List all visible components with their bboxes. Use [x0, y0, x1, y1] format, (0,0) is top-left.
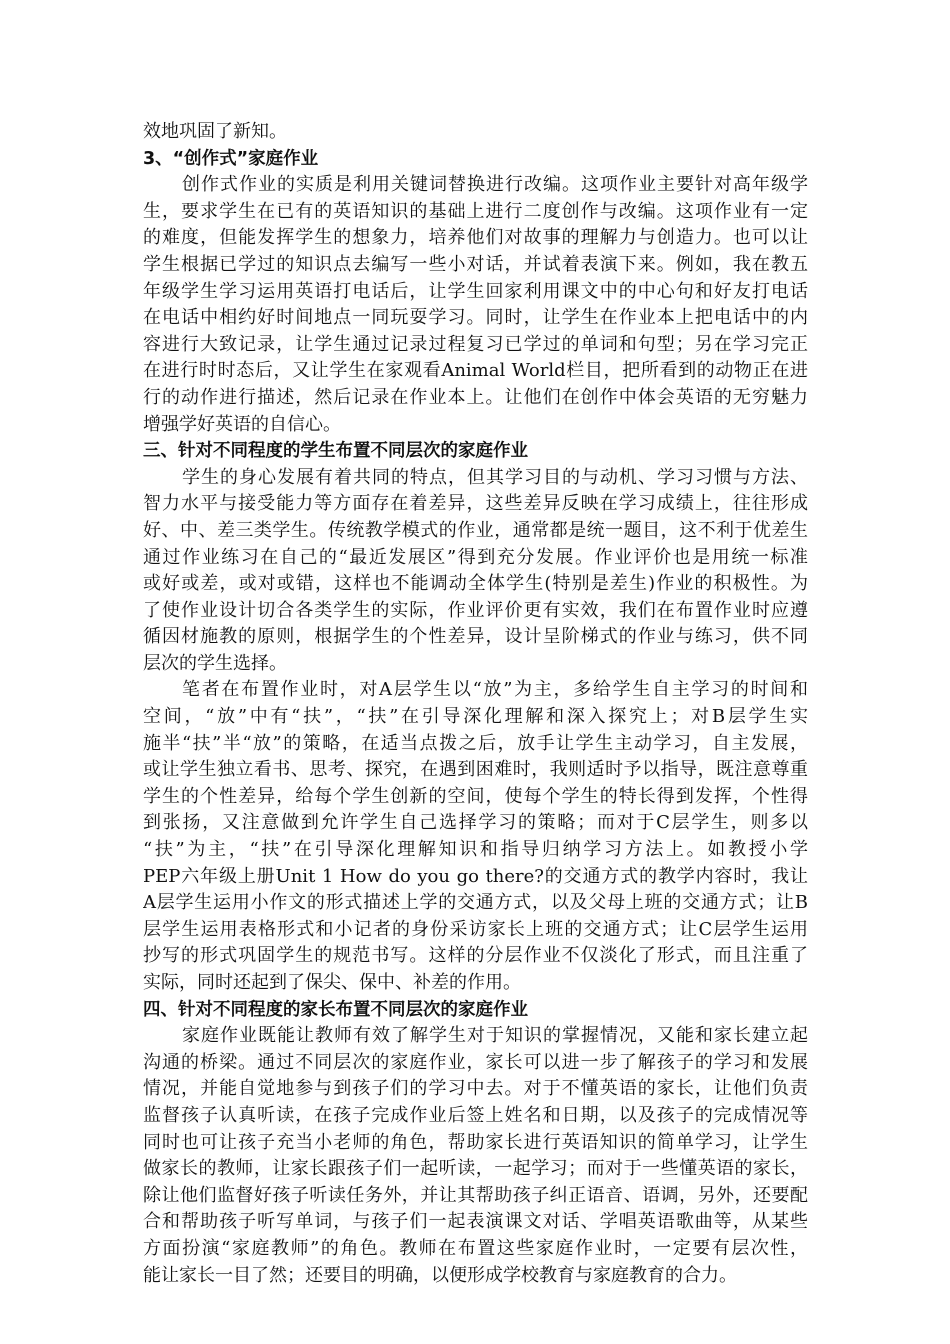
text-line: 循因材施教的原则，根据学生的个性差异，设计呈阶梯式的作业与练习，供不同 — [143, 626, 808, 648]
paragraph-parent-tiers — [143, 1023, 808, 1289]
text-line: 创作式作业的实质是利用关键词替换进行改编。这项作业主要针对高年级学 — [182, 174, 808, 196]
paragraph-intro-tail — [143, 119, 808, 146]
text-line: 施半“扶”半“放”的策略，在适当点拨之后，放手让学生主动学习，自主发展， — [143, 732, 808, 754]
text-line: 好、中、差三类学生。传统教学模式的作业，通常都是统一题目，这不利于优差生 — [143, 519, 808, 541]
text-line: 到张扬，又注意做到允许学生自己选择学习的策略；而对于C层学生，则多以 — [143, 812, 808, 834]
text-line: 行的动作进行描述，然后记录在作业本上。让他们在创作中体会英语的无穷魅力 — [143, 386, 808, 408]
text-line: 方面扮演“家庭教师”的角色。教师在布置这些家庭作业时，一定要有层次性， — [143, 1237, 808, 1259]
text-line: 层次的学生选择。 — [143, 652, 287, 674]
text-line: 学生的身心发展有着共同的特点，但其学习目的与动机、学习习惯与方法、 — [182, 466, 808, 488]
text-line: PEP六年级上册Unit 1 How do you go there?的交通方式的教学内容时，我让 — [143, 865, 808, 887]
text-line: 能让家长一目了然；还要目的明确，以便形成学校教育与家庭教育的合力。 — [143, 1264, 737, 1286]
text-line: “扶”为主，“扶”在引导深化理解知识和指导归纳学习方法上。如教授小学 — [143, 839, 808, 861]
text-line: A层学生运用小作文的形式描述上学的交通方式，以及父母上班的交通方式；让B — [143, 892, 808, 914]
text-line: 实际，同时还起到了保尖、保中、补差的作用。 — [143, 972, 521, 993]
text-line: 监督孩子认真听读，在孩子完成作业后签上姓名和日期，以及孩子的完成情况等 — [143, 1104, 808, 1126]
heading-creative-homework: 3、“创作式”家庭作业 — [143, 148, 319, 169]
text-line: 学生根据已学过的知识点去编写一些小对话，并试着表演下来。例如，我在教五 — [143, 253, 808, 275]
text-line: 合和帮助孩子听写单词，与孩子们一起表演课文对话、学唱英语歌曲等，从某些 — [143, 1211, 808, 1233]
text-line: 做家长的教师，让家长跟孩子们一起听读，一起学习；而对于一些懂英语的家长， — [143, 1158, 808, 1180]
text-line: 同时也可让孩子充当小老师的角色，帮助家长进行英语知识的简单学习，让学生 — [143, 1131, 808, 1153]
paragraph-student-differences — [143, 465, 808, 678]
text-line: 在电话中相约好时间地点一同玩耍学习。同时，让学生在作业本上把电话中的内 — [143, 307, 808, 329]
text-line: 除让他们监督好孩子听读任务外，并让其帮助孩子纠正语音、语调，另外，还要配 — [143, 1184, 808, 1206]
document-page — [143, 119, 808, 1289]
text-line: 学生的个性差异，给每个学生创新的空间，使每个学生的特长得到发挥，个性得 — [143, 785, 808, 807]
text-line: 生，要求学生在已有的英语知识的基础上进行二度创作与改编。这项作业有一定 — [143, 200, 808, 222]
text-line: 层学生运用表格形式和小记者的身份采访家长上班的交通方式；让C层学生运用 — [143, 918, 808, 940]
text-line: 沟通的桥梁。通过不同层次的家庭作业，家长可以进一步了解孩子的学习和发展 — [143, 1051, 808, 1073]
text-line: 抄写的形式巩固学生的规范书写。这样的分层作业不仅淡化了形式，而且注重了 — [143, 945, 808, 967]
text-line: 智力水平与接受能力等方面存在着差异，这些差异反映在学习成绩上，往往形成 — [143, 493, 808, 515]
text-line: 容进行大致记录，让学生通过记录过程复习已学过的单词和句型；另在学习完正 — [143, 333, 808, 355]
text-line: 通过作业练习在自己的“最近发展区”得到充分发展。作业评价也是用统一标准 — [143, 546, 808, 568]
paragraph-creative-homework — [143, 172, 808, 438]
text-line: 效地巩固了新知。 — [143, 121, 287, 142]
text-line: 情况，并能自觉地参与到孩子们的学习中去。对于不懂英语的家长，让他们负责 — [143, 1078, 808, 1100]
text-line: 或让学生独立看书、思考、探究，在遇到困难时，我则适时予以指导，既注意尊重 — [143, 759, 808, 781]
text-line: 家庭作业既能让教师有效了解学生对于知识的掌握情况，又能和家长建立起 — [182, 1025, 808, 1047]
text-line: 的难度，但能发挥学生的想象力，培养他们对故事的理解力与创造力。也可以让 — [143, 227, 808, 249]
text-line: 了使作业设计切合各类学生的实际，作业评价更有实效，我们在布置作业时应遵 — [143, 599, 808, 621]
text-line: 笔者在布置作业时，对A层学生以“放”为主，多给学生自主学习的时间和 — [182, 679, 808, 701]
heading-section-four: 四、针对不同程度的家长布置不同层次的家庭作业 — [143, 999, 528, 1020]
text-line: 年级学生学习运用英语打电话后，让学生回家利用课文中的中心句和好友打电话 — [143, 280, 808, 302]
text-line: 或好或差，或对或错，这样也不能调动全体学生(特别是差生)作业的积极性。为 — [143, 573, 808, 595]
paragraph-tiered-assignments — [143, 677, 808, 996]
text-line: 增强学好英语的自信心。 — [143, 413, 341, 435]
text-line: 在进行时时态后，又让学生在家观看Animal World栏目，把所看到的动物正在进 — [143, 360, 808, 382]
text-line: 空间，“放”中有“扶”，“扶”在引导深化理解和深入探究上；对B层学生实 — [143, 706, 808, 728]
heading-section-three: 三、针对不同程度的学生布置不同层次的家庭作业 — [143, 441, 528, 462]
